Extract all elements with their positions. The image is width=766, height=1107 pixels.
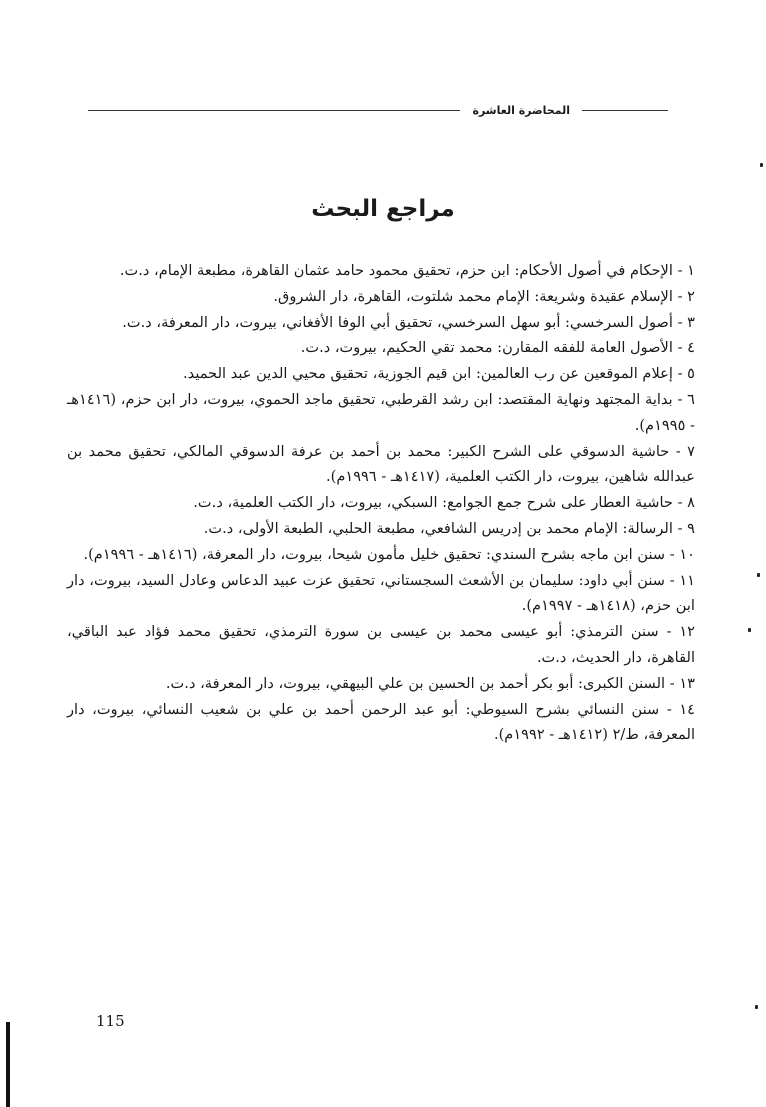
reference-text: الأصول العامة للفقه المقارن: محمد تقي الحكيم، بيروت، د.ت. xyxy=(300,339,673,357)
reference-number: ١١ - xyxy=(669,571,695,589)
reference-number: ٤ - xyxy=(677,339,695,357)
reference-text: سنن الترمذي: أبو عيسى محمد بن عيسى بن سورة الترمذي، تحقيق محمد فؤاد عبد الباقي، القاهرة، دار الحديث، د.ت. xyxy=(67,623,695,666)
reference-text: الإسلام عقيدة وشريعة: الإمام محمد شلتوت، القاهرة، دار الشروق. xyxy=(273,287,673,305)
reference-text: حاشية الدسوقي على الشرح الكبير: محمد بن أحمد بن عرفة الدسوقي المالكي، تحقيق محمد بن عبدالله شاهين، بيروت، دار الكتب العلمية، (١٤١٧هـ - ١٩٩٦م). xyxy=(67,442,695,486)
reference-number: ١٣ - xyxy=(669,674,695,692)
scan-speck xyxy=(755,1005,758,1009)
reference-item xyxy=(67,310,695,336)
reference-text: إعلام الموقعين عن رب العالمين: ابن قيم الجوزية، تحقيق محيي الدين عبد الحميد. xyxy=(183,365,673,383)
page-number: 115 xyxy=(96,1012,125,1030)
reference-item xyxy=(67,490,695,516)
reference-item xyxy=(67,439,695,491)
reference-text: سنن ابن ماجه بشرح السندي: تحقيق خليل مأمون شيحا، بيروت، دار المعرفة، (١٤١٦هـ - ١٩٩٦م). xyxy=(83,545,666,563)
reference-item xyxy=(67,335,695,361)
reference-number: ٧ - xyxy=(675,442,695,460)
running-header xyxy=(88,102,668,118)
reference-item xyxy=(67,542,695,568)
reference-item xyxy=(67,361,695,387)
reference-text: حاشية العطار على شرح جمع الجوامع: السبكي، بيروت، دار الكتب العلمية، د.ت. xyxy=(193,494,673,512)
reference-number: ٥ - xyxy=(677,365,695,383)
reference-number: ٩ - xyxy=(677,519,695,537)
reference-text: السنن الكبرى: أبو بكر أحمد بن الحسين بن علي البيهقي، بيروت، دار المعرفة، د.ت. xyxy=(165,674,666,692)
header-rule-right xyxy=(582,110,668,111)
reference-item xyxy=(67,697,695,749)
reference-number: ٢ - xyxy=(677,287,695,305)
reference-item xyxy=(67,284,695,310)
scan-speck xyxy=(757,573,760,577)
scan-speck xyxy=(760,163,763,167)
reference-number: ٦ - xyxy=(677,390,695,408)
running-title: المحاضرة العاشرة xyxy=(472,103,570,117)
reference-text: سنن النسائي بشرح السيوطي: أبو عبد الرحمن أحمد بن علي بن شعيب النسائي، بيروت، دار المعرفة، ط/٢ (١٤١٢هـ - ١٩٩٢م). xyxy=(67,700,695,744)
reference-number: ١٠ - xyxy=(669,545,695,563)
reference-number: ١٢ - xyxy=(666,623,695,641)
references-list xyxy=(67,258,695,748)
scan-speck xyxy=(748,628,751,632)
header-rule-left xyxy=(88,110,460,111)
reference-text: بداية المجتهد ونهاية المقتصد: ابن رشد القرطبي، تحقيق ماجد الحموي، بيروت، دار ابن حزم، (١٤١٦هـ - ١٩٩٥م). xyxy=(67,390,695,434)
reference-text: سنن أبي داود: سليمان بن الأشعث السجستاني، تحقيق عزت عبيد الدعاس وعادل السيد، بيروت، دار ابن حزم، (١٤١٨هـ - ١٩٩٧م). xyxy=(67,571,695,615)
reference-item xyxy=(67,258,695,284)
reference-item xyxy=(67,387,695,439)
page-title: مراجع البحث xyxy=(311,196,455,222)
reference-text: أصول السرخسي: أبو سهل السرخسي، تحقيق أبي الوفا الأفغاني، بيروت، دار المعرفة، د.ت. xyxy=(122,313,673,331)
reference-item xyxy=(67,516,695,542)
reference-item xyxy=(67,568,695,620)
reference-number: ٣ - xyxy=(677,313,695,331)
reference-number: ٨ - xyxy=(677,494,695,512)
reference-number: ١٤ - xyxy=(666,700,696,718)
scan-edge-mark xyxy=(6,1022,10,1107)
reference-number: ١ - xyxy=(677,262,695,279)
reference-text: الرسالة: الإمام محمد بن إدريس الشافعي، مطبعة الحلبي، الطبعة الأولى، د.ت. xyxy=(203,519,673,537)
reference-item xyxy=(67,619,695,671)
reference-item xyxy=(67,671,695,697)
reference-text: الإحكام في أصول الأحكام: ابن حزم، تحقيق محمود حامد عثمان القاهرة، مطبعة الإمام، د.ت. xyxy=(119,262,673,279)
